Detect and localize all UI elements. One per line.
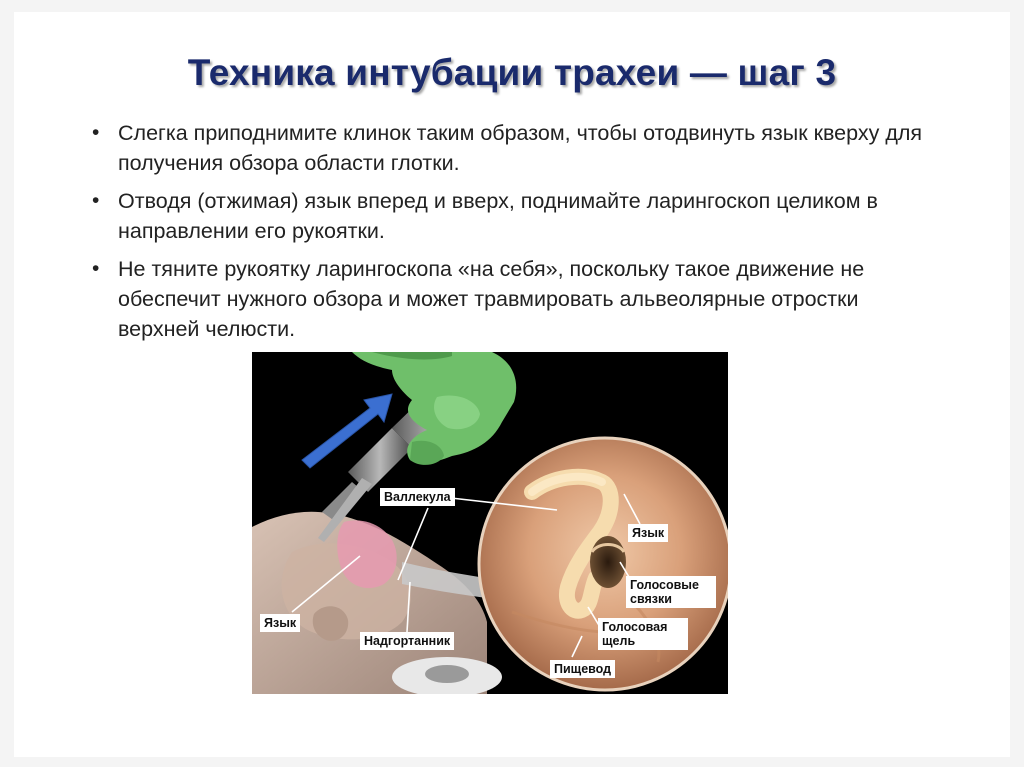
- bullet-dot: •: [92, 189, 100, 212]
- bullet-item: [88, 118, 928, 178]
- bullet-text: Отводя (отжимая) язык вперед и вверх, поднимайте ларингоскоп целиком в направлении его рукоятки.: [118, 189, 878, 243]
- label-glottis-line1: Голосовая: [602, 620, 668, 634]
- label-glottis: [598, 618, 688, 650]
- label-tongue-right: Язык: [628, 524, 668, 542]
- label-epiglottis: Надгортанник: [360, 632, 454, 650]
- bullet-text: Слегка приподнимите клинок таким образом, чтобы отодвинуть язык кверху для получения обзора области глотки.: [118, 121, 923, 175]
- bullet-item: [88, 254, 928, 344]
- label-vocal-cords-line2: связки: [630, 592, 672, 606]
- bullet-list: [88, 118, 928, 352]
- bullet-dot: •: [92, 257, 100, 280]
- bullet-dot: •: [92, 121, 100, 144]
- label-tongue-left: Язык: [260, 614, 300, 632]
- bullet-text: Не тяните рукоятку ларингоскопа «на себя», поскольку такое движение не обеспечит нужного обзора и может травмировать альвеолярные отростки верхней челюсти.: [118, 257, 865, 341]
- larynx-view-circle: [479, 438, 728, 690]
- label-esophagus: Пищевод: [550, 660, 615, 678]
- bullet-item: [88, 186, 928, 246]
- label-vocal-cords: [626, 576, 716, 608]
- label-glottis-line2: щель: [602, 634, 636, 648]
- slide-title: Техника интубации трахеи — шаг 3: [187, 52, 837, 93]
- label-vallecula: Валлекула: [380, 488, 455, 506]
- label-vocal-cords-line1: Голосовые: [630, 578, 699, 592]
- laryngoscopy-illustration: [252, 352, 728, 694]
